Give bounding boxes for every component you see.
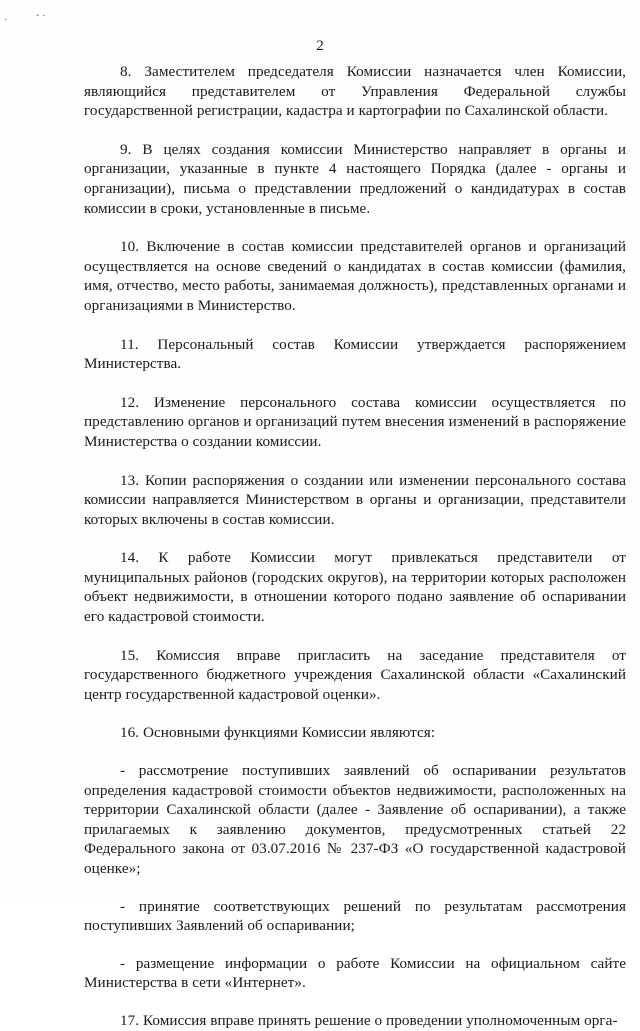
paragraph-13: 13. Копии распоряжения о создании или изменении персонального состава комиссии направляется Министерством в органы и организации, представители которых включены в состав комиссии. <box>84 471 626 528</box>
paragraph-14: 14. К работе Комиссии могут привлекаться представители от муниципальных районов (городских округов), на территории которых расположен объект недвижимости, в отношении которого подано заявление об оспаривании его кадастровой стоимости. <box>84 549 626 626</box>
paragraph-9: 9. В целях создания комиссии Министерство направляет в органы и организации, указанные в пункте 4 настоящего Порядка (далее - органы и организации), письма о представлении предложений о кандидатурах в состав комиссии в сроки, установленные в письме. <box>84 140 626 217</box>
paragraph-10: 10. Включение в состав комиссии представителей органов и организаций осуществляется на основе сведений о кандидатах в состав комиссии (фамилия, имя, отчество, место работы, занимаемая должность), представленных органами и организациями в Министерство. <box>84 238 626 314</box>
paragraph-12: 12. Изменение персонального состава комиссии осуществляется по представлению органов и организаций путем внесения изменений в распоряжение Министерства о создании комиссии. <box>84 393 626 450</box>
document-body <box>84 62 626 1031</box>
scan-mark: · <box>4 14 8 25</box>
list-item-function-2: - принятие соответствующих решений по результатам рассмотрения поступивших Заявлений об оспаривании; <box>84 897 626 935</box>
list-item-function-1: - рассмотрение поступивших заявлений об оспаривании результатов определения кадастровой стоимости объектов недвижимости, расположенных на территории Сахалинской области (далее - Заявление об оспаривании), а также прилагаемых к заявлению документов, предусмотренных статьей 22 Федерального закона от 03.07.2016 № 237-ФЗ «О государственной кадастровой оценке»; <box>84 762 626 877</box>
scan-mark: - · <box>36 10 46 21</box>
paragraph-8: 8. Заместителем председателя Комиссии назначается член Комиссии, являющийся представителем от Управления Федеральной службы государственной регистрации, кадастра и картографии по Сахалинской области. <box>84 63 626 120</box>
paragraph-17: 17. Комиссия вправе принять решение о проведении уполномоченным орга- <box>120 1011 618 1029</box>
paragraph-16: 16. Основными функциями Комиссии являются: <box>120 724 436 742</box>
paragraph-11: 11. Персональный состав Комиссии утверждается распоряжением Министерства. <box>84 335 626 373</box>
paragraph-15: 15. Комиссия вправе пригласить на заседание представителя от государственного бюджетного учреждения Сахалинской области «Сахалинский центр государственной кадастровой оценки». <box>84 646 626 703</box>
list-item-function-3: - размещение информации о работе Комиссии на официальном сайте Министерства в сети «Интернет». <box>84 954 626 992</box>
page-number: 2 <box>316 38 324 54</box>
